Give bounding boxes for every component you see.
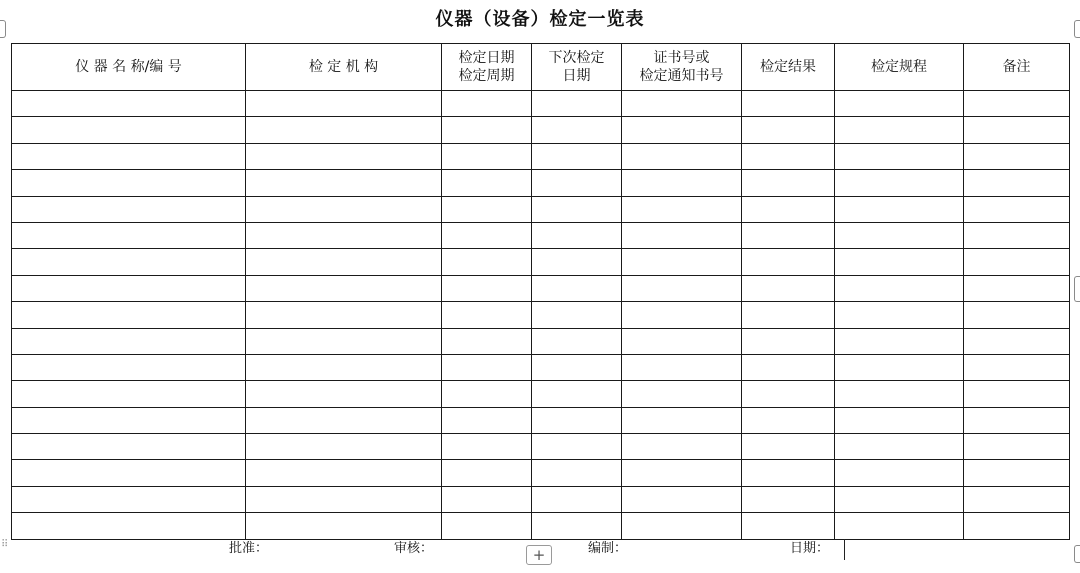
- table-cell[interactable]: [622, 328, 742, 354]
- table-cell[interactable]: [246, 486, 442, 512]
- table-cell[interactable]: [532, 328, 622, 354]
- table-cell[interactable]: [246, 302, 442, 328]
- table-cell[interactable]: [964, 460, 1070, 486]
- table-cell[interactable]: [622, 222, 742, 248]
- table-cell[interactable]: [622, 486, 742, 512]
- table-cell[interactable]: [835, 486, 964, 512]
- table-cell[interactable]: [622, 460, 742, 486]
- table-cell[interactable]: [622, 117, 742, 143]
- table-cell[interactable]: [964, 486, 1070, 512]
- table-cell[interactable]: [742, 381, 835, 407]
- table-cell[interactable]: [246, 381, 442, 407]
- table-cell[interactable]: [532, 513, 622, 539]
- table-cell[interactable]: [442, 328, 532, 354]
- table-cell[interactable]: [12, 196, 246, 222]
- table-cell[interactable]: [246, 143, 442, 169]
- table-cell[interactable]: [442, 222, 532, 248]
- table-row: [12, 117, 1070, 143]
- table-cell[interactable]: [442, 434, 532, 460]
- table-cell[interactable]: [622, 434, 742, 460]
- table-cell[interactable]: [742, 249, 835, 275]
- header-calibration-result[interactable]: [742, 44, 835, 91]
- table-cell[interactable]: [12, 222, 246, 248]
- table-cell[interactable]: [442, 486, 532, 512]
- table-cell[interactable]: [835, 434, 964, 460]
- table-cell[interactable]: [246, 170, 442, 196]
- table-corner-handle[interactable]: [1074, 545, 1080, 563]
- table-row: [12, 275, 1070, 301]
- table-cell[interactable]: [246, 117, 442, 143]
- table-cell[interactable]: [835, 196, 964, 222]
- table-cell[interactable]: [835, 407, 964, 433]
- table-cell[interactable]: [12, 143, 246, 169]
- table-cell[interactable]: [835, 275, 964, 301]
- table-cell[interactable]: [742, 196, 835, 222]
- header-text: 仪 器 名 称/编 号: [75, 59, 182, 75]
- table-cell[interactable]: [835, 328, 964, 354]
- table-cell[interactable]: [835, 170, 964, 196]
- table-cell[interactable]: [246, 196, 442, 222]
- table-cell[interactable]: [835, 460, 964, 486]
- table-right-resize-handle[interactable]: [1074, 20, 1080, 38]
- table-move-handle[interactable]: ⠿: [1, 539, 8, 550]
- header-line-1: 检定日期: [458, 50, 515, 66]
- header-text: 备注: [1002, 59, 1031, 75]
- table-cell[interactable]: [742, 328, 835, 354]
- table-cell[interactable]: [532, 249, 622, 275]
- header-line-2: 检定通知书号: [639, 68, 724, 84]
- table-row: [12, 381, 1070, 407]
- table-cell[interactable]: [835, 91, 964, 117]
- header-line-2: 检定周期: [458, 68, 515, 84]
- header-remarks[interactable]: [964, 44, 1070, 91]
- table-cell[interactable]: [742, 302, 835, 328]
- table-cell[interactable]: [12, 434, 246, 460]
- header-line-2: 日期: [562, 68, 591, 84]
- table-cell[interactable]: [835, 513, 964, 539]
- table-cell[interactable]: [532, 91, 622, 117]
- table-cell[interactable]: [246, 91, 442, 117]
- table-row: [12, 434, 1070, 460]
- review-label: 审核：: [394, 541, 434, 556]
- table-cell[interactable]: [532, 434, 622, 460]
- table-cell[interactable]: [532, 196, 622, 222]
- table-cell[interactable]: [532, 170, 622, 196]
- table-cell[interactable]: [12, 407, 246, 433]
- table-cell[interactable]: [532, 222, 622, 248]
- table-row: [12, 513, 1070, 539]
- table-cell[interactable]: [964, 434, 1070, 460]
- table-cell[interactable]: [12, 117, 246, 143]
- table-cell[interactable]: [835, 381, 964, 407]
- table-row: [12, 407, 1070, 433]
- table-cell[interactable]: [442, 275, 532, 301]
- table-cell[interactable]: [622, 381, 742, 407]
- table-row: [12, 196, 1070, 222]
- table-cell[interactable]: [12, 354, 246, 380]
- instrument-calibration-table: [11, 43, 1070, 540]
- table-cell[interactable]: [964, 275, 1070, 301]
- header-certificate-number[interactable]: [622, 44, 742, 91]
- table-cell[interactable]: [964, 328, 1070, 354]
- header-instrument-name-number[interactable]: [12, 44, 246, 91]
- table-cell[interactable]: [246, 460, 442, 486]
- table-cell[interactable]: [964, 249, 1070, 275]
- table-cell[interactable]: [12, 170, 246, 196]
- table-cell[interactable]: [622, 196, 742, 222]
- table-row: [12, 302, 1070, 328]
- table-cell[interactable]: [532, 407, 622, 433]
- table-row: [12, 91, 1070, 117]
- header-text: 检 定 机 构: [308, 59, 379, 75]
- compile-label: 编制：: [588, 541, 628, 556]
- header-text: 检定规程: [871, 59, 927, 75]
- table-cell[interactable]: [622, 91, 742, 117]
- table-cell[interactable]: [964, 170, 1070, 196]
- document-title: 仪器（设备）检定一览表: [435, 9, 645, 30]
- table-cell[interactable]: [964, 302, 1070, 328]
- table-cell[interactable]: [442, 460, 532, 486]
- table-cell[interactable]: [964, 381, 1070, 407]
- table-cell[interactable]: [742, 117, 835, 143]
- table-row: [12, 143, 1070, 169]
- header-calibration-date-period[interactable]: [442, 44, 532, 91]
- table-cell[interactable]: [622, 354, 742, 380]
- table-cell[interactable]: [742, 460, 835, 486]
- table-row: [12, 249, 1070, 275]
- table-cell[interactable]: [12, 460, 246, 486]
- add-row-button[interactable]: +: [526, 545, 552, 565]
- table-column-handle[interactable]: [1074, 276, 1080, 302]
- table-cell[interactable]: [964, 117, 1070, 143]
- table-cell[interactable]: [12, 513, 246, 539]
- table-cell[interactable]: [442, 354, 532, 380]
- table-cell[interactable]: [12, 249, 246, 275]
- table-cell[interactable]: [964, 407, 1070, 433]
- table-cell[interactable]: [964, 513, 1070, 539]
- table-cell[interactable]: [532, 275, 622, 301]
- table-cell[interactable]: [12, 275, 246, 301]
- table-cell[interactable]: [442, 143, 532, 169]
- table-cell[interactable]: [12, 328, 246, 354]
- table-cell[interactable]: [442, 513, 532, 539]
- table-body: [12, 91, 1070, 540]
- table-cell[interactable]: [622, 249, 742, 275]
- date-label: 日期：: [790, 541, 830, 556]
- table-cell[interactable]: [246, 249, 442, 275]
- table-cell[interactable]: [742, 486, 835, 512]
- table-cell[interactable]: [532, 460, 622, 486]
- table-cell[interactable]: [442, 249, 532, 275]
- table-cell[interactable]: [622, 170, 742, 196]
- table-cell[interactable]: [442, 117, 532, 143]
- table-cell[interactable]: [835, 143, 964, 169]
- table-cell[interactable]: [742, 407, 835, 433]
- table-cell[interactable]: [964, 143, 1070, 169]
- table-cell[interactable]: [622, 513, 742, 539]
- table-cell[interactable]: [964, 222, 1070, 248]
- table-cell[interactable]: [246, 275, 442, 301]
- table-cell[interactable]: [12, 91, 246, 117]
- header-calibration-procedure[interactable]: [835, 44, 964, 91]
- table-cell[interactable]: [246, 222, 442, 248]
- approve-label: 批准：: [229, 541, 269, 556]
- table-cell[interactable]: [835, 222, 964, 248]
- table-cell[interactable]: [442, 91, 532, 117]
- table-cell[interactable]: [835, 354, 964, 380]
- table-cell[interactable]: [442, 302, 532, 328]
- table-row: [12, 460, 1070, 486]
- header-line-1: 证书号或: [653, 50, 710, 66]
- table-cell[interactable]: [246, 407, 442, 433]
- table-cell[interactable]: [532, 117, 622, 143]
- table-cell[interactable]: [742, 143, 835, 169]
- text-cursor: [844, 539, 845, 560]
- table-cell[interactable]: [622, 302, 742, 328]
- table-cell[interactable]: [442, 170, 532, 196]
- table-cell[interactable]: [622, 143, 742, 169]
- table-cell[interactable]: [246, 434, 442, 460]
- table-cell[interactable]: [246, 354, 442, 380]
- table-row: [12, 354, 1070, 380]
- table-cell[interactable]: [246, 328, 442, 354]
- table-cell[interactable]: [622, 275, 742, 301]
- table-cell[interactable]: [742, 91, 835, 117]
- table-cell[interactable]: [835, 249, 964, 275]
- table-cell[interactable]: [964, 354, 1070, 380]
- table-cell[interactable]: [442, 196, 532, 222]
- header-next-calibration-date[interactable]: [532, 44, 622, 91]
- table-left-resize-handle[interactable]: [0, 20, 6, 38]
- table-cell[interactable]: [12, 381, 246, 407]
- table-cell[interactable]: [742, 170, 835, 196]
- table-row: [12, 170, 1070, 196]
- table-cell[interactable]: [246, 513, 442, 539]
- table-cell[interactable]: [532, 486, 622, 512]
- table-cell[interactable]: [532, 354, 622, 380]
- table-cell[interactable]: [742, 275, 835, 301]
- header-line-1: 下次检定: [548, 50, 605, 66]
- table-cell[interactable]: [532, 381, 622, 407]
- table-cell[interactable]: [964, 91, 1070, 117]
- table-row: [12, 328, 1070, 354]
- table-cell[interactable]: [835, 117, 964, 143]
- table-cell[interactable]: [835, 302, 964, 328]
- table-cell[interactable]: [742, 513, 835, 539]
- table-row: [12, 486, 1070, 512]
- table-row: [12, 222, 1070, 248]
- table-cell[interactable]: [532, 302, 622, 328]
- table-cell[interactable]: [442, 381, 532, 407]
- table-cell[interactable]: [12, 302, 246, 328]
- header-calibration-agency[interactable]: [246, 44, 442, 91]
- table-cell[interactable]: [742, 354, 835, 380]
- table-cell[interactable]: [12, 486, 246, 512]
- table-cell[interactable]: [964, 196, 1070, 222]
- table-cell[interactable]: [622, 407, 742, 433]
- table-cell[interactable]: [742, 434, 835, 460]
- table-cell[interactable]: [442, 407, 532, 433]
- table-header-row: [12, 44, 1070, 91]
- table-cell[interactable]: [742, 222, 835, 248]
- header-text: 检定结果: [760, 59, 816, 75]
- table-cell[interactable]: [532, 143, 622, 169]
